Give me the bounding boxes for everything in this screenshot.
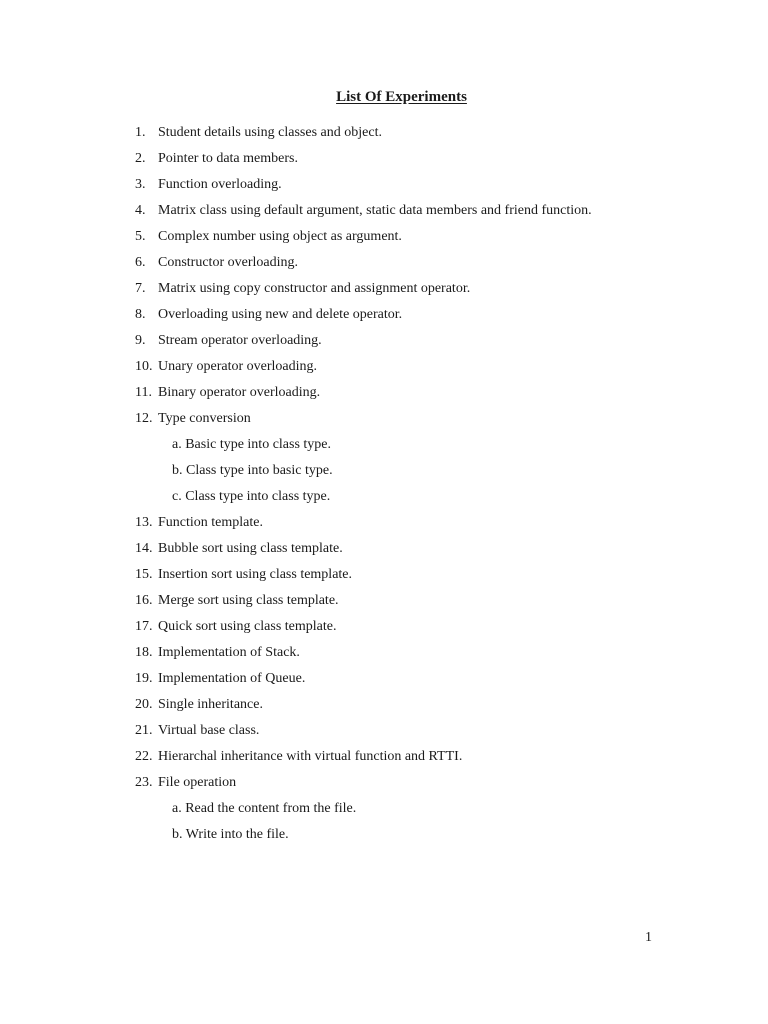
sub-list-item <box>0 825 768 851</box>
list-item-text: Single inheritance. <box>158 697 263 712</box>
list-item-number: 12. <box>135 411 153 426</box>
list-item <box>0 591 768 617</box>
list-item-number: 18. <box>135 645 153 660</box>
list-item-text: Type conversion <box>158 411 251 426</box>
list-item-text: c. Class type into class type. <box>172 489 331 504</box>
list-item-text: Unary operator overloading. <box>158 359 317 374</box>
list-item-text: Overloading using new and delete operator. <box>158 307 403 322</box>
list-item-number: 9. <box>135 333 146 348</box>
list-item <box>0 123 768 149</box>
list-item <box>0 149 768 175</box>
list-item <box>0 409 768 435</box>
list-item <box>0 279 768 305</box>
list-item-text: Implementation of Stack. <box>158 645 300 660</box>
list-item-text: Complex number using object as argument. <box>158 229 402 244</box>
list-item-number: 3. <box>135 177 146 192</box>
list-item <box>0 383 768 409</box>
list-item-text: Implementation of Queue. <box>158 671 306 686</box>
page-number: 1 <box>645 930 652 945</box>
list-item-number: 8. <box>135 307 146 322</box>
experiment-list <box>0 123 768 851</box>
list-item-text: Insertion sort using class template. <box>158 567 353 582</box>
list-item-number: 1. <box>135 125 146 140</box>
list-item-text: File operation <box>158 775 237 790</box>
list-item-text: Virtual base class. <box>158 723 260 738</box>
list-item-text: Bubble sort using class template. <box>158 541 343 556</box>
list-item <box>0 253 768 279</box>
list-item-text: a. Read the content from the file. <box>172 801 357 816</box>
list-item-number: 20. <box>135 697 153 712</box>
list-item-number: 17. <box>135 619 153 634</box>
list-item <box>0 175 768 201</box>
list-item-text: Stream operator overloading. <box>158 333 322 348</box>
list-item-number: 4. <box>135 203 146 218</box>
list-item <box>0 773 768 799</box>
list-item-text: b. Class type into basic type. <box>172 463 333 478</box>
list-item <box>0 357 768 383</box>
sub-list-item <box>0 487 768 513</box>
list-item <box>0 201 768 227</box>
list-item-text: Quick sort using class template. <box>158 619 337 634</box>
sub-list-item <box>0 461 768 487</box>
list-item-text: Function template. <box>158 515 263 530</box>
list-item <box>0 643 768 669</box>
list-item-number: 22. <box>135 749 153 764</box>
list-item-number: 7. <box>135 281 146 296</box>
list-item-text: b. Write into the file. <box>172 827 289 842</box>
list-item <box>0 721 768 747</box>
list-item <box>0 617 768 643</box>
list-item <box>0 747 768 773</box>
list-item <box>0 227 768 253</box>
list-item-text: Function overloading. <box>158 177 282 192</box>
list-item-number: 16. <box>135 593 153 608</box>
list-item-number: 21. <box>135 723 153 738</box>
list-item-text: Matrix class using default argument, static data members and friend function. <box>158 203 592 218</box>
list-item-number: 23. <box>135 775 153 790</box>
list-item-text: Student details using classes and object. <box>158 125 382 140</box>
list-item-text: Constructor overloading. <box>158 255 298 270</box>
list-item-number: 5. <box>135 229 146 244</box>
list-item <box>0 539 768 565</box>
list-item-text: Merge sort using class template. <box>158 593 339 608</box>
sub-list-item <box>0 799 768 825</box>
page-title: List Of Experiments <box>336 89 467 105</box>
list-item-number: 6. <box>135 255 146 270</box>
list-item-number: 14. <box>135 541 153 556</box>
list-item-text: Binary operator overloading. <box>158 385 321 400</box>
list-item-text: Matrix using copy constructor and assignment operator. <box>158 281 471 296</box>
list-item-number: 19. <box>135 671 153 686</box>
list-item <box>0 695 768 721</box>
list-item <box>0 305 768 331</box>
list-item-number: 13. <box>135 515 153 530</box>
sub-list-item <box>0 435 768 461</box>
list-item <box>0 331 768 357</box>
list-item-number: 10. <box>135 359 153 374</box>
list-item-text: Hierarchal inheritance with virtual function and RTTI. <box>158 749 463 764</box>
list-item-text: a. Basic type into class type. <box>172 437 332 452</box>
list-item-number: 11. <box>135 385 152 400</box>
list-item <box>0 565 768 591</box>
list-item <box>0 513 768 539</box>
list-item <box>0 669 768 695</box>
list-item-number: 15. <box>135 567 153 582</box>
list-item-number: 2. <box>135 151 146 166</box>
list-item-text: Pointer to data members. <box>158 151 298 166</box>
